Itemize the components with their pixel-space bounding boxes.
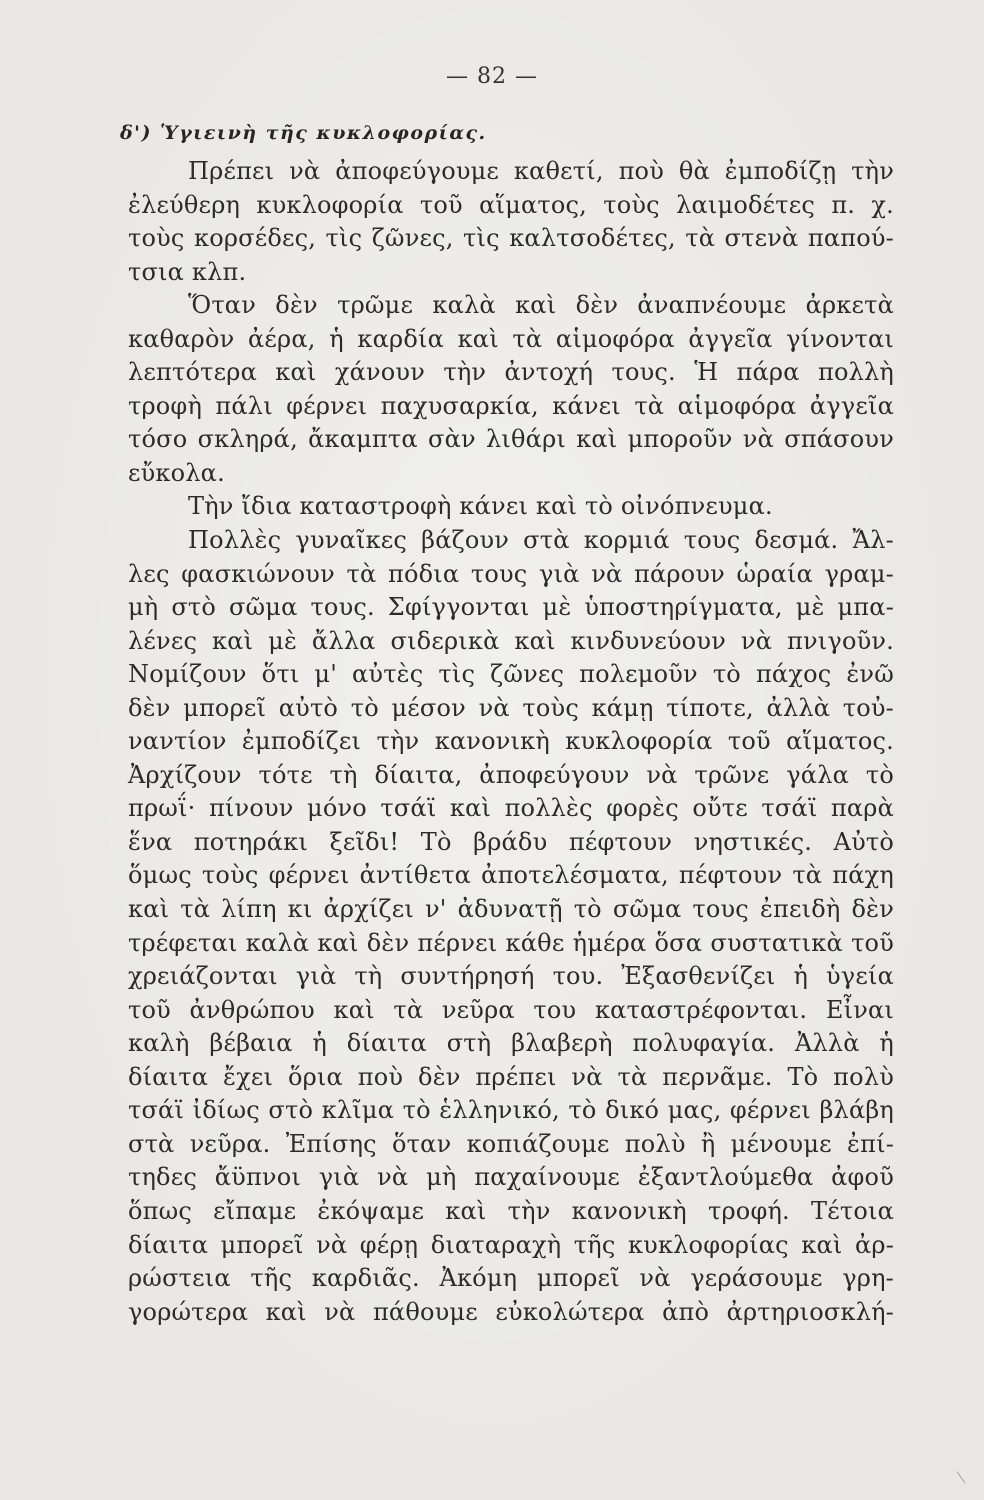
text-line: ρώστεια τῆς καρδιᾶς. Ἀκόμη μπορεῖ νὰ γεράσουμε γρη- (128, 1264, 894, 1293)
text-line: ἕνα ποτηράκι ξεῖδι! Τὸ βράδυ πέφτουν νηστικές. Αὐτὸ (128, 827, 894, 856)
text-line: γορώτερα καὶ νὰ πάθουμε εὐκολώτερα ἀπὸ ἀρτηριοσκλή- (128, 1297, 894, 1326)
text-line: χρειάζονται γιὰ τὴ συντήρησή του. Ἐξασθενίζει ἡ ὑγεία (128, 962, 894, 991)
text-line: τρέφεται καλὰ καὶ δὲν πέρνει κάθε ἡμέρα ὅσα συστατικὰ τοῦ (128, 928, 894, 957)
text-line: Τὴν ἴδια καταστροφὴ κάνει καὶ τὸ οἰνόπνευμα. (188, 492, 773, 521)
text-line: Ἀρχίζουν τότε τὴ δίαιτα, ἀποφεύγουν νὰ τρῶνε γάλα τὸ (128, 760, 894, 789)
text-line: τσάϊ ἰδίως στὸ κλῖμα τὸ ἑλληνικό, τὸ δικό μας, φέρνει βλάβη (128, 1096, 894, 1125)
edge-mark (952, 1471, 966, 1486)
text-line: λες φασκιώνουν τὰ πόδια τους γιὰ νὰ πάρουν ὡραία γραμ- (128, 559, 894, 588)
text-line: Πρέπει νὰ ἀποφεύγουμε καθετί, ποὺ θὰ ἐμποδίζῃ τὴν (188, 157, 894, 185)
text-line: καλὴ βέβαια ἡ δίαιτα στὴ βλαβερὴ πολυφαγία. Ἀλλὰ ἡ (128, 1029, 894, 1058)
text-line: Νομίζουν ὅτι μ' αὐτὲς τὶς ζῶνες πολεμοῦν τὸ πάχος ἐνῶ (128, 660, 894, 689)
text-line: τόσο σκληρά, ἄκαμπτα σὰν λιθάρι καὶ μποροῦν νὰ σπάσουν (128, 425, 894, 454)
text-line: δίαιτα ἔχει ὅρια ποὺ δὲν πρέπει νὰ τὰ περνᾶμε. Τὸ πολὺ (128, 1062, 894, 1091)
text-line: καὶ τὰ λίπη κι ἀρχίζει ν' ἀδυνατῇ τὸ σῶμα τους ἐπειδὴ δὲν (128, 895, 894, 924)
text-line: λένες καὶ μὲ ἄλλα σιδερικὰ καὶ κινδυνεύουν νὰ πνιγοῦν. (128, 626, 894, 655)
text-line: τηδες ἄϋπνοι γιὰ νὰ μὴ παχαίνουμε ἐξαντλούμεθα ἀφοῦ (128, 1163, 894, 1192)
text-line: τροφὴ πάλι φέρνει παχυσαρκία, κάνει τὰ αἱμοφόρα ἀγγεῖα (128, 391, 894, 420)
text-line: εὔκολα. (128, 458, 225, 487)
text-line: Πολλὲς γυναῖκες βάζουν στὰ κορμιά τους δεσμά. Ἄλ- (188, 526, 894, 555)
body-text (128, 155, 894, 1329)
text-line: μὴ στὸ σῶμα τους. Σφίγγονται μὲ ὑποστηρίγματα, μὲ μπα- (128, 593, 894, 622)
text-line: τοὺς κορσέδες, τὶς ζῶνες, τὶς καλτσοδέτες, τὰ στενὰ παπού- (128, 224, 894, 253)
text-line: στὰ νεῦρα. Ἐπίσης ὅταν κοπιάζουμε πολὺ ἢ μένουμε ἐπί- (128, 1129, 894, 1158)
text-line: ὅπως εἴπαμε ἐκόψαμε καὶ τὴν κανονικὴ τροφή. Τέτοια (128, 1196, 894, 1225)
text-line: τοῦ ἀνθρώπου καὶ τὰ νεῦρα του καταστρέφονται. Εἶναι (128, 995, 894, 1024)
text-line: ναντίον ἐμποδίζει τὴν κανονικὴ κυκλοφορία τοῦ αἵματος. (128, 727, 894, 756)
text-line: δὲν μπορεῖ αὐτὸ τὸ μέσον νὰ τοὺς κάμῃ τίποτε, ἀλλὰ τοὐ- (128, 693, 894, 722)
text-line: δίαιτα μπορεῖ νὰ φέρῃ διαταραχὴ τῆς κυκλοφορίας καὶ ἀρ- (128, 1230, 894, 1259)
text-line: ἐλεύθερη κυκλοφορία τοῦ αἵματος, τοὺς λαιμοδέτες π. χ. (128, 190, 894, 219)
section-heading: δ') Ὑγιεινὴ τῆς κυκλοφορίας. (120, 122, 487, 144)
text-line: ὅμως τοὺς φέρνει ἀντίθετα ἀποτελέσματα, πέφτουν τὰ πάχη (128, 861, 894, 890)
text-line: καθαρὸν ἀέρα, ἡ καρδία καὶ τὰ αἱμοφόρα ἀγγεῖα γίνονται (128, 324, 894, 353)
page-number: — 82 — (446, 64, 538, 89)
text-line: Ὅταν δὲν τρῶμε καλὰ καὶ δὲν ἀναπνέουμε ἀρκετὰ (188, 291, 894, 320)
text-line: λεπτότερα καὶ χάνουν τὴν ἀντοχή τους. Ἡ πάρα πολλὴ (128, 358, 894, 387)
text-line: πρωΐ· πίνουν μόνο τσάϊ καὶ πολλὲς φορὲς οὔτε τσάϊ παρὰ (128, 794, 894, 823)
text-line: τσια κλπ. (128, 257, 247, 286)
